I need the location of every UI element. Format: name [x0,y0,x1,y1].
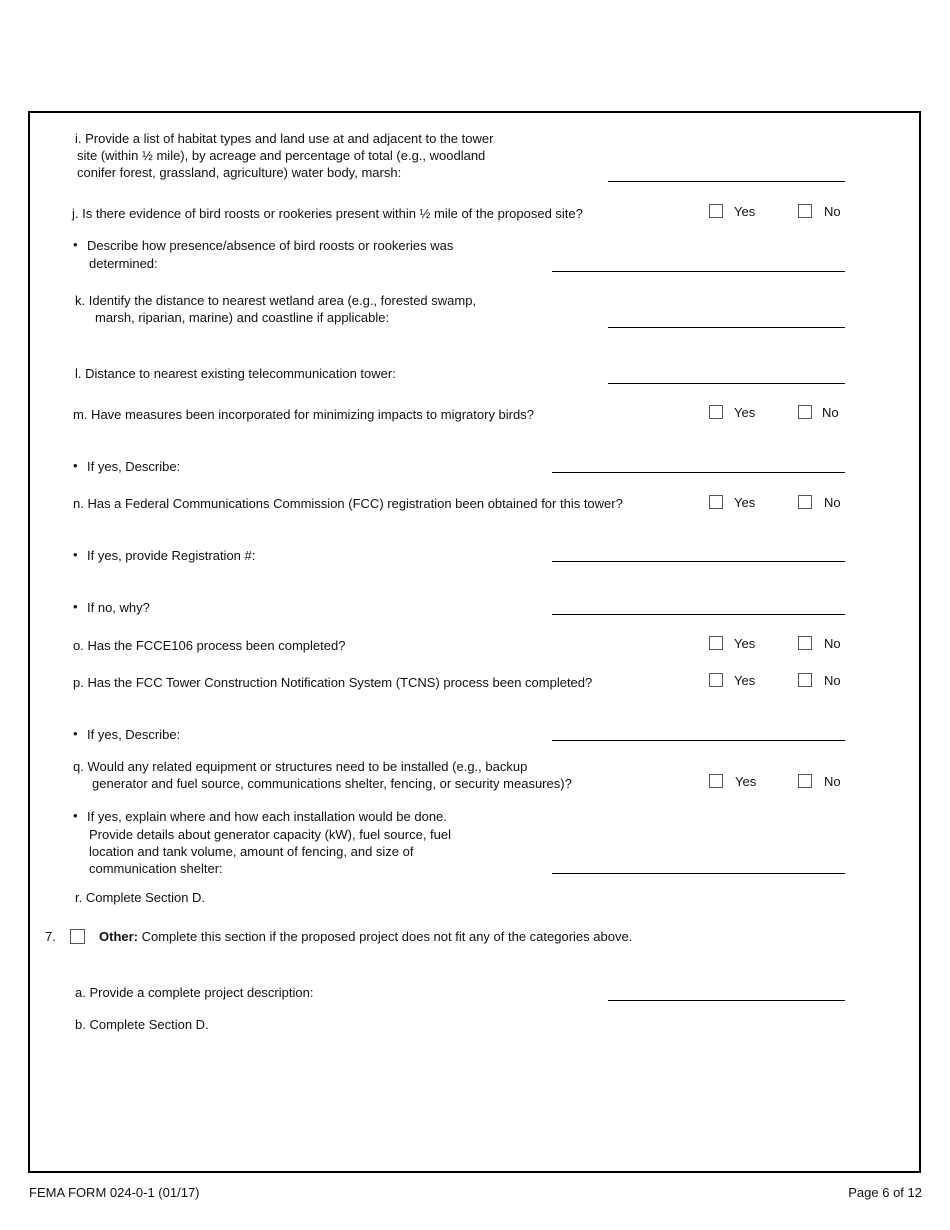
label-q-yes: Yes [735,774,757,789]
question-i-line3: conifer forest, grassland, agriculture) water body, marsh: [77,165,402,180]
checkbox-n-yes[interactable] [709,495,723,509]
question-q-bullet-line3: location and tank volume, amount of fencing, and size of [89,844,414,859]
question-k-line1: k. Identify the distance to nearest wetland area (e.g., forested swamp, [75,293,477,308]
section-7-question-b: b. Complete Section D. [75,1017,209,1032]
bullet: • [73,547,78,562]
label-p-no: No [824,673,841,688]
label-j-no: No [824,204,841,219]
checkbox-section-7-other[interactable] [70,929,85,944]
question-r: r. Complete Section D. [75,890,206,905]
label-p-yes: Yes [734,673,756,688]
question-m-bullet: If yes, Describe: [87,459,181,474]
checkbox-p-yes[interactable] [709,673,723,687]
answer-line-k[interactable] [608,327,845,328]
question-j-bullet-line1: Describe how presence/absence of bird roosts or rookeries was [87,238,454,253]
checkbox-j-yes[interactable] [709,204,723,218]
label-n-yes: Yes [734,495,756,510]
answer-line-n-why[interactable] [552,614,845,615]
checkbox-n-no[interactable] [798,495,812,509]
question-n-bullet2: If no, why? [87,600,150,615]
checkbox-m-no[interactable] [798,405,812,419]
bullet: • [73,808,78,823]
checkbox-j-no[interactable] [798,204,812,218]
question-k-line2: marsh, riparian, marine) and coastline if applicable: [95,310,390,325]
answer-line-q-bullet[interactable] [552,873,845,874]
bullet: • [73,458,78,473]
question-n-bullet1: If yes, provide Registration #: [87,548,256,563]
question-l: l. Distance to nearest existing telecommunication tower: [75,366,396,381]
answer-line-m-bullet[interactable] [552,472,845,473]
question-i-line1: i. Provide a list of habitat types and land use at and adjacent to the tower [75,131,494,146]
section-7-heading [99,928,632,945]
label-m-yes: Yes [734,405,756,420]
question-p: p. Has the FCC Tower Construction Notification System (TCNS) process been completed? [73,675,593,690]
question-q-bullet-line2: Provide details about generator capacity (kW), fuel source, fuel [89,827,452,842]
label-j-yes: Yes [734,204,756,219]
footer-form-id: FEMA FORM 024-0-1 (01/17) [29,1185,200,1200]
label-n-no: No [824,495,841,510]
checkbox-m-yes[interactable] [709,405,723,419]
answer-line-l[interactable] [608,383,845,384]
answer-line-p-bullet[interactable] [552,740,845,741]
checkbox-o-yes[interactable] [709,636,723,650]
label-m-no: No [822,405,839,420]
bullet: • [73,599,78,614]
checkbox-q-yes[interactable] [709,774,723,788]
question-j: j. Is there evidence of bird roosts or rookeries present within ½ mile of the proposed site? [72,206,583,221]
question-n: n. Has a Federal Communications Commission (FCC) registration been obtained for this tower? [73,496,623,511]
question-q-line1: q. Would any related equipment or structures need to be installed (e.g., backup [73,759,528,774]
question-q-bullet-line4: communication shelter: [89,861,223,876]
section-7-title: Other: [99,929,138,944]
label-o-no: No [824,636,841,651]
question-p-bullet: If yes, Describe: [87,727,181,742]
answer-line-i[interactable] [608,181,845,182]
checkbox-q-no[interactable] [798,774,812,788]
label-q-no: No [824,774,841,789]
section-7-number: 7. [45,929,56,944]
label-o-yes: Yes [734,636,756,651]
bullet: • [73,237,78,252]
question-o: o. Has the FCCE106 process been completed? [73,638,346,653]
answer-line-7a[interactable] [608,1000,845,1001]
bullet: • [73,726,78,741]
question-i-line2: site (within ½ mile), by acreage and percentage of total (e.g., woodland [77,148,486,163]
question-m: m. Have measures been incorporated for minimizing impacts to migratory birds? [73,407,534,422]
question-q-bullet-line1: If yes, explain where and how each installation would be done. [87,809,447,824]
question-q-line2: generator and fuel source, communications shelter, fencing, or security measures)? [92,776,572,791]
answer-line-j-bullet[interactable] [552,271,845,272]
section-7-question-a: a. Provide a complete project description: [75,985,314,1000]
answer-line-n-registration[interactable] [552,561,845,562]
question-j-bullet-line2: determined: [89,256,158,271]
footer-page-number: Page 6 of 12 [848,1185,922,1200]
checkbox-p-no[interactable] [798,673,812,687]
section-7-description: Complete this section if the proposed project does not fit any of the categories above. [138,929,633,944]
checkbox-o-no[interactable] [798,636,812,650]
